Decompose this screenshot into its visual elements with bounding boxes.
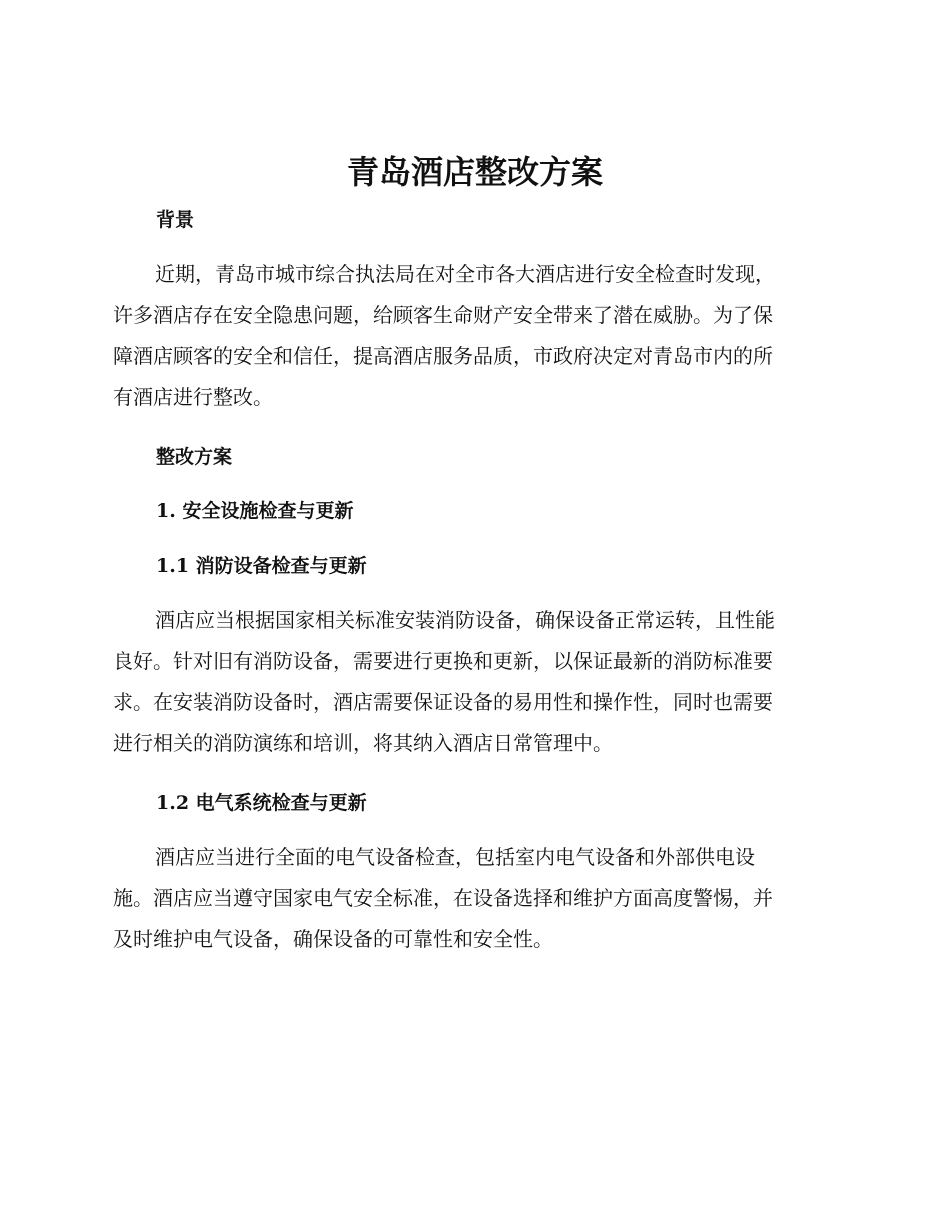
section-heading-background: 背景 (156, 209, 195, 231)
paragraph-line: 良好。针对旧有消防设备，需要进行更换和更新，以保证最新的消防标准要 (113, 649, 773, 673)
section-heading-item1-1: 1.1 消防设备检查与更新 (156, 555, 367, 577)
electrical-system-paragraph (113, 837, 833, 960)
document-title: 青岛酒店整改方案 (346, 153, 603, 191)
paragraph-line: 施。酒店应当遵守国家电气安全标准，在设备选择和维护方面高度警惕，并 (113, 886, 773, 910)
background-paragraph (113, 254, 833, 418)
section-heading-item1: 1. 安全设施检查与更新 (156, 500, 354, 522)
section-heading-item1-2: 1.2 电气系统检查与更新 (156, 792, 367, 814)
paragraph-line: 酒店应当进行全面的电气设备检查，包括室内电气设备和外部供电设 (155, 845, 755, 869)
paragraph-line: 进行相关的消防演练和培训，将其纳入酒店日常管理中。 (113, 731, 613, 755)
paragraph-line: 障酒店顾客的安全和信任，提高酒店服务品质，市政府决定对青岛市内的所 (113, 344, 773, 368)
paragraph-line: 近期，青岛市城市综合执法局在对全市各大酒店进行安全检查时发现， (155, 262, 775, 286)
paragraph-line: 有酒店进行整改。 (113, 385, 273, 409)
section-heading-plan: 整改方案 (156, 446, 233, 468)
paragraph-line: 酒店应当根据国家相关标准安装消防设备，确保设备正常运转，且性能 (155, 608, 775, 632)
fire-equipment-paragraph (113, 600, 833, 764)
paragraph-line: 求。在安装消防设备时，酒店需要保证设备的易用性和操作性，同时也需要 (113, 690, 773, 714)
paragraph-line: 许多酒店存在安全隐患问题，给顾客生命财产安全带来了潜在威胁。为了保 (113, 303, 773, 327)
paragraph-line: 及时维护电气设备，确保设备的可靠性和安全性。 (113, 927, 553, 951)
